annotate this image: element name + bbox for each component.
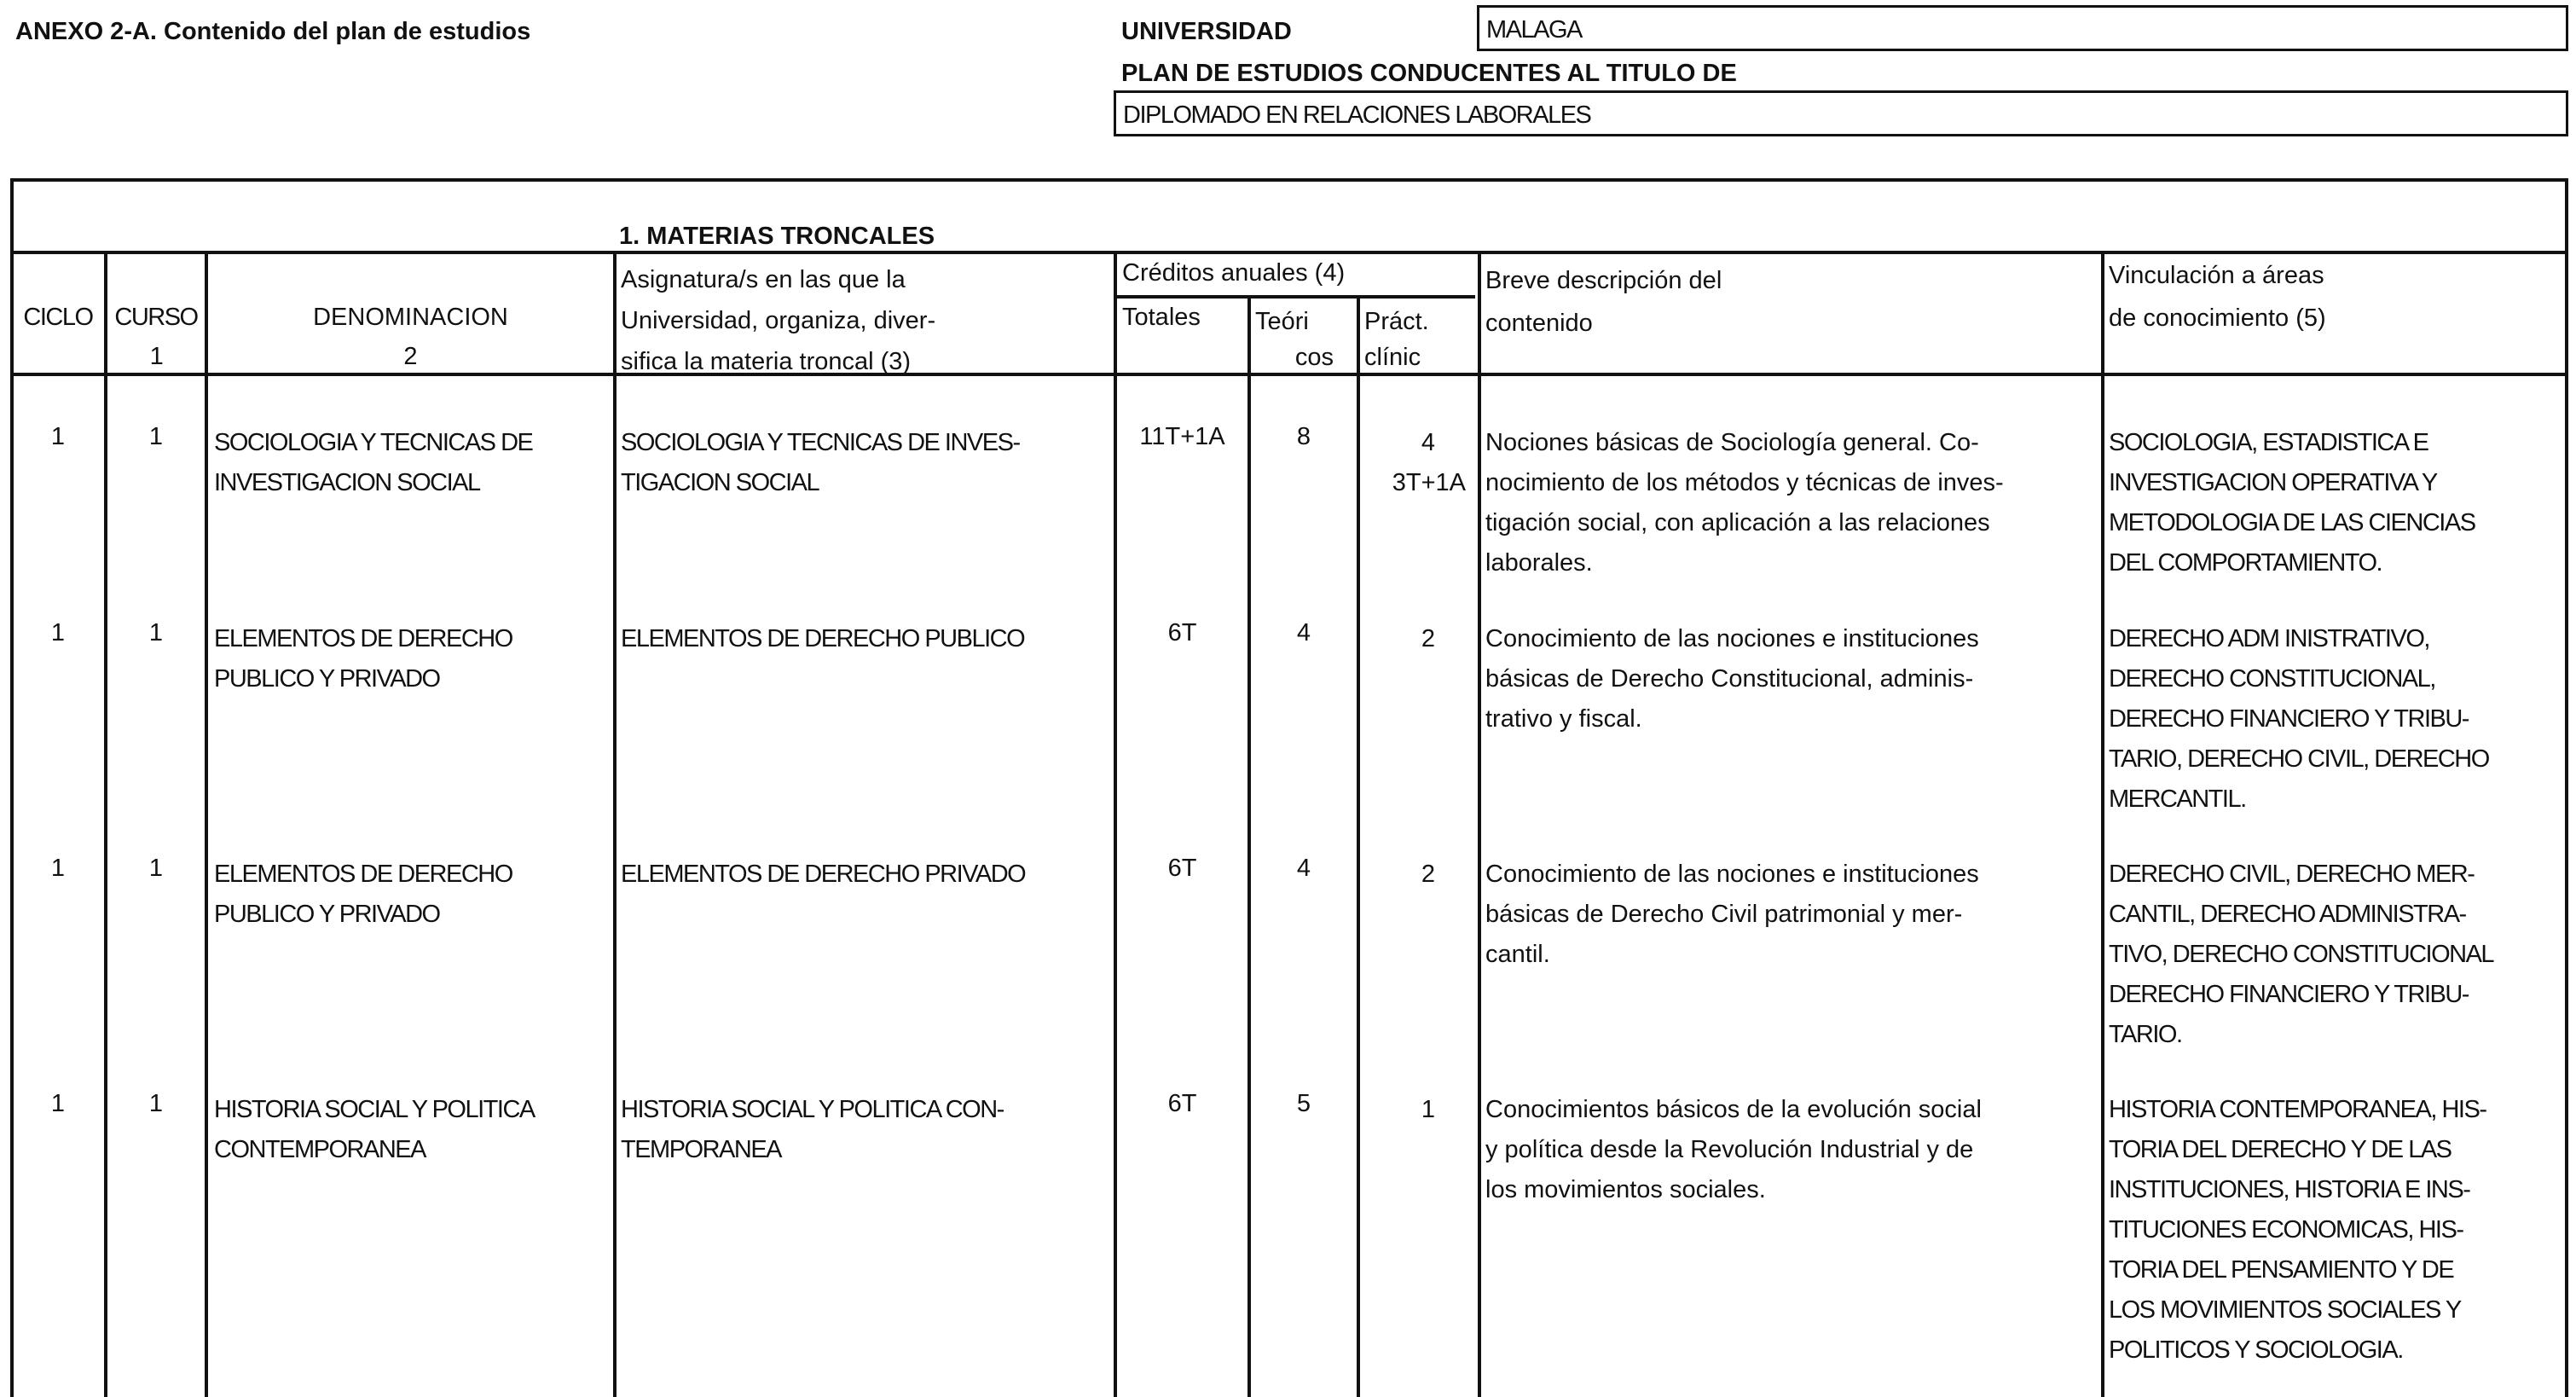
row-asignatura: ELEMENTOS DE DERECHO PRIVADO (621, 861, 1026, 888)
plan-field (1114, 90, 2568, 136)
row-curso: 1 (148, 855, 164, 882)
row-ciclo: 1 (50, 1090, 66, 1117)
row-asignatura: HISTORIA SOCIAL Y POLITICA CON- TEMPORANEA (621, 1096, 1004, 1163)
col-vinculacion: Vinculación a áreas de conocimiento (5) (2109, 262, 2326, 332)
row-descripcion: Nociones básicas de Sociología general. Co- nocimiento de los métodos y técnicas de inves- tigación social, con aplicación a las relaciones laborales. (1485, 429, 2004, 577)
col-asignatura: Asignatura/s en las que la Universidad, organiza, diver- sifica la materia troncal (3) (621, 266, 936, 375)
university-field (1477, 5, 2568, 51)
annex-title: ANEXO 2-A. Contenido del plan de estudios (15, 18, 531, 45)
row-denominacion: HISTORIA SOCIAL Y POLITICA CONTEMPORANEA (214, 1096, 535, 1163)
row-totales: 6T (1167, 619, 1197, 646)
row-descripcion: Conocimientos básicos de la evolución social y política desde la Revolución Industrial y de los movimientos sociales. (1485, 1096, 1982, 1203)
plan-label: PLAN DE ESTUDIOS CONDUCENTES AL TITULO DE (1121, 60, 1737, 87)
col-practicos: Práct. clínic (1364, 308, 1429, 371)
row-ciclo: 1 (50, 619, 66, 646)
row-practicos: 4 3T+1A (1392, 429, 1466, 496)
university-value: MALAGA (1486, 16, 1582, 43)
row-curso: 1 (148, 423, 164, 450)
col-denominacion: DENOMINACION (313, 304, 508, 331)
row-asignatura: SOCIOLOGIA Y TECNICAS DE INVES- TIGACION SOCIAL (621, 429, 1020, 496)
row-teoricos: 5 (1296, 1090, 1311, 1117)
row-denominacion: ELEMENTOS DE DERECHO PUBLICO Y PRIVADO (214, 861, 512, 928)
col-totales: Totales (1122, 304, 1201, 331)
row-totales: 6T (1167, 855, 1197, 882)
row-teoricos: 4 (1296, 855, 1311, 882)
row-asignatura: ELEMENTOS DE DERECHO PUBLICO (621, 625, 1025, 652)
row-practicos: 1 (1421, 1096, 1435, 1123)
col-curso-num: 1 (149, 343, 163, 370)
row-practicos: 2 (1421, 861, 1435, 888)
row-curso: 1 (148, 1090, 164, 1117)
row-denominacion: SOCIOLOGIA Y TECNICAS DE INVESTIGACION SOCIAL (214, 429, 533, 496)
row-vinculacion: HISTORIA CONTEMPORANEA, HIS- TORIA DEL DERECHO Y DE LAS INSTITUCIONES, HISTORIA E INS- TITUCIONES ECONOMICAS, HIS- TORIA DEL PENSAMIENTO Y DE LOS MOVIMIENTOS SOCIALES Y POLITICOS Y SOCIOLOGIA. (2109, 1096, 2486, 1364)
row-totales: 11T+1A (1139, 423, 1225, 450)
row-denominacion: ELEMENTOS DE DERECHO PUBLICO Y PRIVADO (214, 625, 512, 693)
plan-value: DIPLOMADO EN RELACIONES LABORALES (1123, 101, 1591, 129)
row-ciclo: 1 (50, 423, 66, 450)
col-breve: Breve descripción del contenido (1485, 267, 1722, 337)
col-ciclo: CICLO (23, 304, 93, 331)
section-title: 1. MATERIAS TRONCALES (619, 223, 935, 250)
row-vinculacion: DERECHO CIVIL, DERECHO MER- CANTIL, DERECHO ADMINISTRA- TIVO, DERECHO CONSTITUCIONAL DERECHO FINANCIERO Y TRIBU- TARIO. (2109, 861, 2494, 1048)
row-curso: 1 (148, 619, 164, 646)
row-ciclo: 1 (50, 855, 66, 882)
col-teoricos: Teóri cos (1255, 308, 1334, 371)
row-descripcion: Conocimiento de las nociones e instituciones básicas de Derecho Civil patrimonial y mer- cantil. (1485, 861, 1979, 968)
row-vinculacion: DERECHO ADM INISTRATIVO, DERECHO CONSTITUCIONAL, DERECHO FINANCIERO Y TRIBU- TARIO, DERECHO CIVIL, DERECHO MERCANTIL. (2109, 625, 2489, 813)
row-teoricos: 4 (1296, 619, 1311, 646)
row-vinculacion: SOCIOLOGIA, ESTADISTICA E INVESTIGACION OPERATIVA Y METODOLOGIA DE LAS CIENCIAS DEL COMPORTAMIENTO. (2109, 429, 2475, 577)
col-creditos: Créditos anuales (4) (1122, 259, 1346, 287)
university-label: UNIVERSIDAD (1121, 18, 1292, 45)
row-descripcion: Conocimiento de las nociones e instituciones básicas de Derecho Constitucional, adminis- trativo y fiscal. (1485, 625, 1979, 733)
row-teoricos: 8 (1296, 423, 1311, 450)
row-totales: 6T (1167, 1090, 1197, 1117)
row-practicos: 2 (1421, 625, 1435, 652)
col-curso: CURSO (114, 304, 198, 331)
col-denominacion-num: 2 (403, 343, 418, 370)
